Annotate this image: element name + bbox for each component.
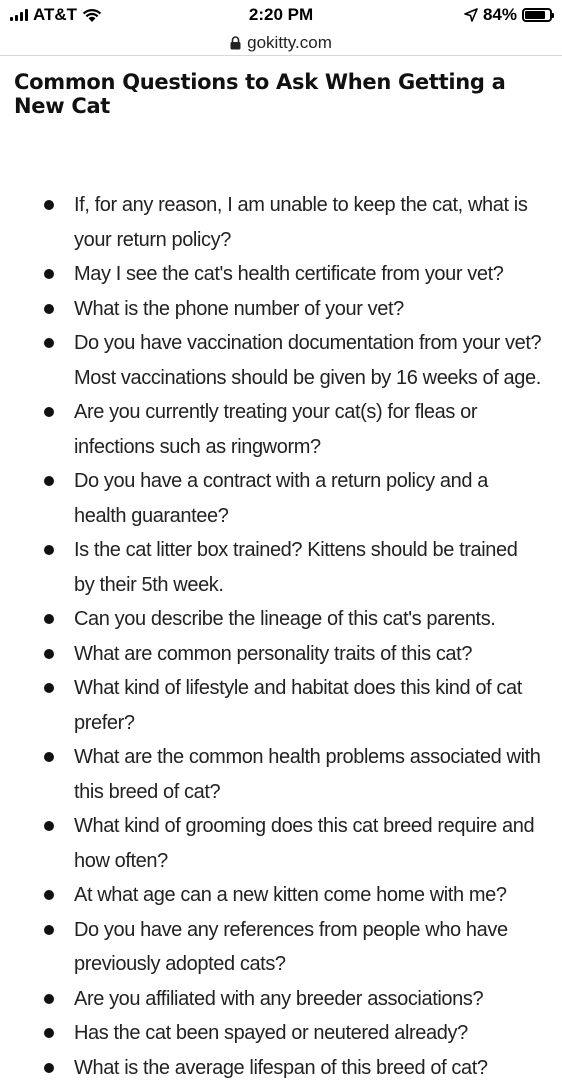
question-text: What are common personality traits of this cat?: [74, 643, 472, 665]
question-text: What are the common health problems associated with this breed of cat?: [74, 746, 541, 803]
bullet-icon: [44, 994, 54, 1004]
bullet-icon: [44, 821, 54, 831]
bullet-icon: [44, 200, 54, 210]
bullet-icon: [44, 545, 54, 555]
list-item: [14, 671, 548, 740]
list-item: [14, 740, 548, 809]
status-right: [464, 5, 552, 25]
question-text: Do you have a contract with a return policy and a health guarantee?: [74, 470, 488, 527]
list-item: [14, 878, 548, 913]
url-bar[interactable]: [0, 30, 562, 56]
question-text: Can you describe the lineage of this cat's parents.: [74, 608, 495, 630]
list-item: [14, 1016, 548, 1051]
question-text: Are you affiliated with any breeder associations?: [74, 988, 483, 1010]
list-item: [14, 982, 548, 1017]
wifi-icon: [82, 8, 102, 23]
bullet-icon: [44, 649, 54, 659]
question-text: What kind of grooming does this cat breed require and how often?: [74, 815, 534, 872]
status-bar: [0, 0, 562, 30]
bullet-icon: [44, 1028, 54, 1038]
question-text: May I see the cat's health certificate from your vet?: [74, 263, 503, 285]
bullet-icon: [44, 1063, 54, 1073]
bullet-icon: [44, 476, 54, 486]
battery-icon: [522, 8, 552, 22]
question-text: If, for any reason, I am unable to keep the cat, what is your return policy?: [74, 194, 527, 251]
list-item: [14, 326, 548, 395]
list-item: [14, 188, 548, 257]
question-text: Are you currently treating your cat(s) for fleas or infections such as ringworm?: [74, 401, 477, 458]
bullet-icon: [44, 407, 54, 417]
question-text: Do you have any references from people who have previously adopted cats?: [74, 919, 508, 976]
list-item: [14, 637, 548, 672]
list-item: [14, 464, 548, 533]
lock-icon: [230, 36, 241, 50]
list-item: [14, 602, 548, 637]
questions-list: [14, 188, 548, 1085]
bullet-icon: [44, 890, 54, 900]
status-left: [10, 5, 102, 25]
battery-percent: 84%: [483, 5, 517, 25]
question-text: What is the phone number of your vet?: [74, 298, 404, 320]
list-item: [14, 395, 548, 464]
list-item: [14, 1051, 548, 1085]
url-text[interactable]: gokitty.com: [247, 33, 332, 53]
location-arrow-icon: [464, 8, 478, 22]
question-text: At what age can a new kitten come home with me?: [74, 884, 507, 906]
list-item: [14, 292, 548, 327]
battery-fill: [525, 11, 545, 19]
bullet-icon: [44, 752, 54, 762]
bullet-icon: [44, 683, 54, 693]
article-content: [0, 58, 562, 1085]
bullet-icon: [44, 925, 54, 935]
list-item: [14, 913, 548, 982]
question-text: What is the average lifespan of this breed of cat?: [74, 1057, 488, 1079]
question-text: What kind of lifestyle and habitat does this kind of cat prefer?: [74, 677, 522, 734]
bullet-icon: [44, 269, 54, 279]
question-text: Is the cat litter box trained? Kittens should be trained by their 5th week.: [74, 539, 517, 596]
bullet-icon: [44, 304, 54, 314]
list-item: [14, 257, 548, 292]
status-time: 2:20 PM: [0, 5, 562, 25]
list-item: [14, 533, 548, 602]
carrier-label: AT&T: [33, 5, 77, 25]
question-text: Do you have vaccination documentation from your vet? Most vaccinations should be given by 16 weeks of age.: [74, 332, 541, 389]
list-item: [14, 809, 548, 878]
bullet-icon: [44, 338, 54, 348]
page-title: Common Questions to Ask When Getting a New Cat: [14, 70, 548, 118]
bullet-icon: [44, 614, 54, 624]
question-text: Has the cat been spayed or neutered already?: [74, 1022, 468, 1044]
signal-icon: [10, 9, 28, 21]
